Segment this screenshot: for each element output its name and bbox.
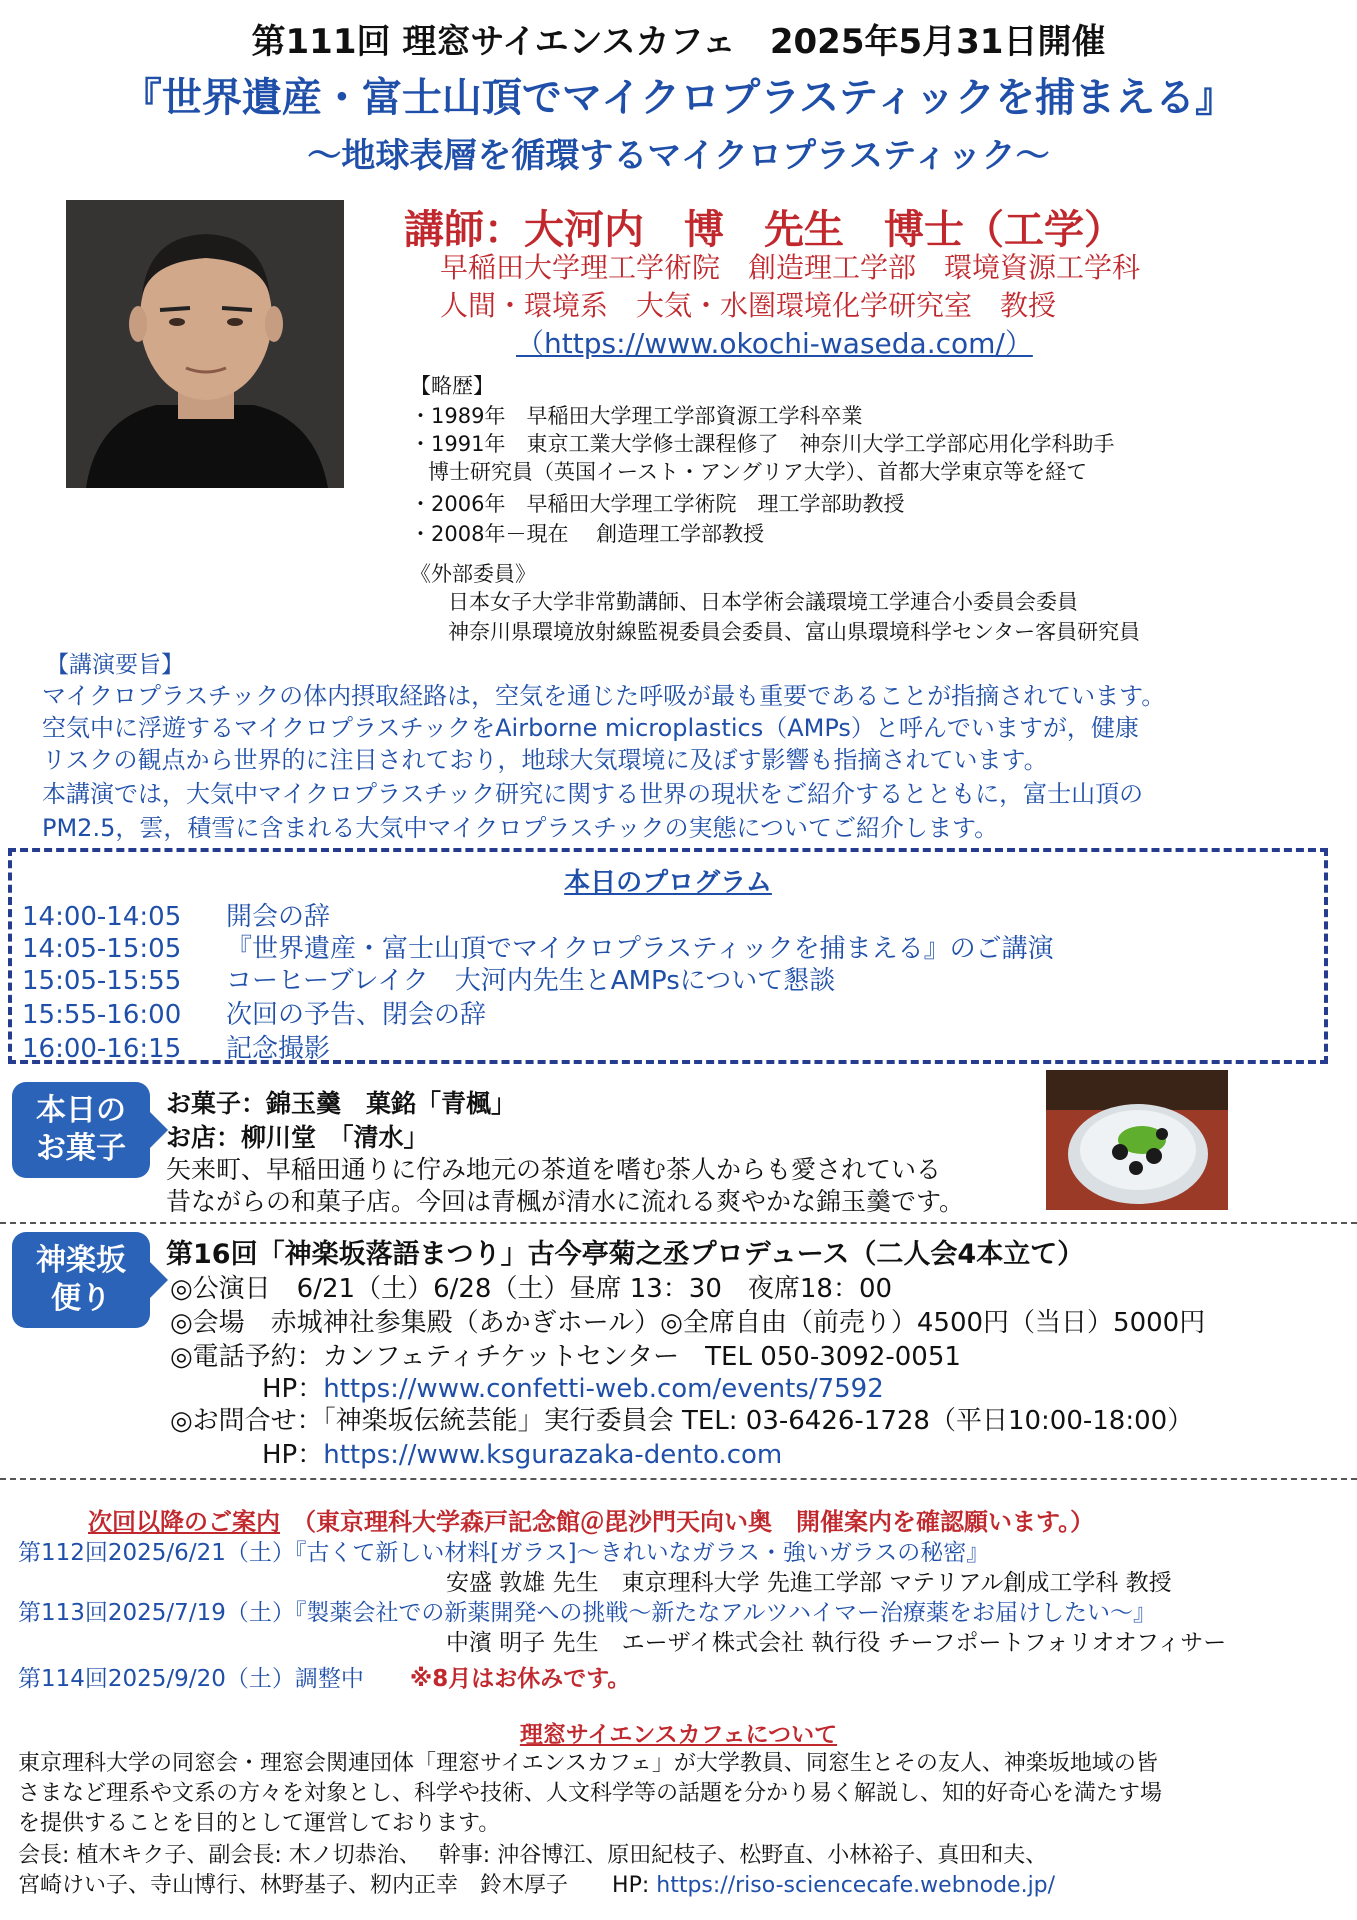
next-sessions-heading: 次回以降のご案内 （東京理科大学森戸記念館＠毘沙門天向い奥 開催案内を確認願います。） bbox=[88, 1508, 1095, 1536]
confetti-link[interactable]: https://www.confetti-web.com/events/7592 bbox=[323, 1374, 884, 1404]
about-text: さまなど理系や文系の方々を対象とし、科学や技術、人文科学等の話題を分かり易く解説し、知的好奇心を満たす場 bbox=[18, 1781, 1163, 1806]
program-row: 15:05-15:55 コーヒーブレイク 大河内先生とAMPsについて懇談 bbox=[22, 966, 836, 996]
sweets-shop: お店：柳川堂 「清水」 bbox=[166, 1123, 429, 1152]
bio-item: ・2006年 早稲田大学理工学術院 理工学部助教授 bbox=[410, 492, 905, 516]
session-114: 第114回2025/9/20（土）調整中 ※8月はお休みです。 bbox=[18, 1666, 631, 1692]
bio-item: ・2008年－現在 創造理工学部教授 bbox=[410, 522, 765, 546]
bio-item: 博士研究員（英国イースト・アングリア大学）、首都大学東京等を経て bbox=[428, 460, 1088, 484]
program-row: 14:05-15:05 『世界遺産・富士山頂でマイクロプラスティックを捕まえる』のご講演 bbox=[22, 934, 1054, 964]
divider bbox=[0, 1478, 1357, 1480]
about-members: 会長: 植木キク子、副会長: 木ノ切恭治、 幹事: 沖谷博江、原田紀枝子、松野直、小林裕子、真田和夫、 bbox=[18, 1843, 1048, 1868]
about-text: 東京理科大学の同窓会・理窓会関連団体「理窓サイエンスカフェ」が大学教員、同窓生とその友人、神楽坂地域の皆 bbox=[18, 1751, 1158, 1776]
lecturer-website-link[interactable]: （https://www.okochi-waseda.com/） bbox=[516, 327, 1033, 360]
program-row: 15:55-16:00 次回の予告、閉会の辞 bbox=[22, 1000, 487, 1030]
committee-item: 日本女子大学非常勤講師、日本学術会議環境工学連合小委員会委員 bbox=[448, 590, 1078, 614]
lecturer-name: 講師：大河内 博 先生 博士（工学） bbox=[404, 207, 1124, 253]
dento-link[interactable]: https://www.ksgurazaka-dento.com bbox=[323, 1440, 783, 1470]
about-text: を提供することを目的として運営しております。 bbox=[18, 1811, 501, 1836]
divider bbox=[0, 1222, 1357, 1224]
kagurazaka-hp-1: HP：https://www.confetti-web.com/events/7592 bbox=[262, 1374, 884, 1404]
summary-line: 空気中に浮遊するマイクロプラスチックをAirborne microplastics（AMPs）と呼んでいますが，健康 bbox=[42, 714, 1139, 742]
bio-item: ・1989年 早稲田大学理工学部資源工学科卒業 bbox=[410, 404, 863, 428]
kagurazaka-hp-2: HP：https://www.ksgurazaka-dento.com bbox=[262, 1440, 783, 1470]
sweets-photo bbox=[1046, 1070, 1228, 1210]
summary-line: マイクロプラスチックの体内摂取経路は，空気を通じた呼吸が最も重要であることが指摘されています。 bbox=[42, 682, 1166, 710]
kagurazaka-event-title: 第16回「神楽坂落語まつり」古今亭菊之丞プロデュース（二人会4本立て） bbox=[166, 1239, 1085, 1270]
committee-heading: 《外部委員》 bbox=[410, 562, 536, 586]
kagurazaka-venue: ◎会場 赤城神社参集殿（あかぎホール）◎全席自由（前売り）4500円（当日）5000円 bbox=[170, 1308, 1206, 1338]
lecturer-affiliation-1: 早稲田大学理工学術院 創造理工学部 環境資源工学科 bbox=[440, 251, 1141, 284]
session-113: 第113回2025/7/19（土）『製薬会社での新薬開発への挑戦～新たなアルツハイマー治療薬をお届けしたい～』 bbox=[18, 1600, 1156, 1626]
about-members: 宮崎けい子、寺山博行、林野基子、籾内正幸 鈴木厚子 HP: https://riso-sciencecafe.webnode.jp/ bbox=[18, 1873, 1056, 1898]
lecturer-affiliation-2: 人間・環境系 大気・水圏環境化学研究室 教授 bbox=[440, 289, 1057, 322]
riso-sciencecafe-link[interactable]: https://riso-sciencecafe.webnode.jp/ bbox=[656, 1873, 1056, 1898]
lecturer-photo bbox=[66, 200, 344, 488]
lecture-subtitle: ～地球表層を循環するマイクロプラスティック～ bbox=[307, 136, 1050, 176]
program-row: 14:00-14:05 開会の辞 bbox=[22, 902, 331, 932]
session-113-speaker: 中濱 明子 先生 エーザイ株式会社 執行役 チーフポートフォリオオフィサー bbox=[446, 1630, 1227, 1656]
bio-item: ・1991年 東京工業大学修士課程修了 神奈川大学工学部応用化学科助手 bbox=[410, 432, 1115, 456]
session-112: 第112回2025/6/21（土）『古くて新しい材料[ガラス]～きれいなガラス・強いガラスの秘密』 bbox=[18, 1540, 990, 1566]
summary-heading: 【講演要旨】 bbox=[46, 652, 184, 678]
sweets-description: 矢来町、早稲田通りに佇み地元の茶道を嗜む茶人からも愛されている bbox=[166, 1155, 942, 1184]
program-row: 16:00-16:15 記念撮影 bbox=[22, 1034, 331, 1064]
sweets-tag: 本日の お菓子 bbox=[12, 1082, 150, 1178]
bio-heading: 【略歴】 bbox=[410, 374, 494, 398]
kagurazaka-dates: ◎公演日 6/21（土）6/28（土）昼席 13：30 夜席18：00 bbox=[170, 1274, 893, 1304]
program-title: 本日のプログラム bbox=[564, 868, 772, 898]
summary-line: PM2.5，雲，積雪に含まれる大気中マイクロプラスチックの実態についてご紹介します。 bbox=[42, 814, 999, 842]
sweets-name: お菓子：錦玉羹 菓銘「青楓」 bbox=[166, 1089, 517, 1118]
event-heading: 第111回 理窓サイエンスカフェ 2025年5月31日開催 bbox=[251, 22, 1106, 62]
committee-item: 神奈川県環境放射線監視委員会委員、富山県環境科学センター客員研究員 bbox=[448, 620, 1141, 644]
session-112-speaker: 安盛 敦雄 先生 東京理科大学 先進工学部 マテリアル創成工学科 教授 bbox=[446, 1570, 1172, 1596]
summary-line: 本講演では，大気中マイクロプラスチック研究に関する世界の現状をご紹介するとともに，富士山頂の bbox=[42, 780, 1144, 808]
kagurazaka-inquiry: ◎お問合せ：「神楽坂伝統芸能」実行委員会 TEL: 03-6426-1728（平日10:00-18:00） bbox=[170, 1406, 1194, 1436]
kagurazaka-phone: ◎電話予約：カンフェティチケットセンター TEL 050-3092-0051 bbox=[170, 1342, 961, 1372]
about-title: 理窓サイエンスカフェについて bbox=[519, 1722, 838, 1748]
summary-line: リスクの観点から世界的に注目されており，地球大気環境に及ぼす影響も指摘されています。 bbox=[42, 746, 1048, 774]
sweets-description: 昔ながらの和菓子店。今回は青楓が清水に流れる爽やかな錦玉羹です。 bbox=[166, 1187, 965, 1216]
kagurazaka-tag: 神楽坂 便り bbox=[12, 1232, 150, 1328]
lecture-title: 『世界遺産・富士山頂でマイクロプラスティックを捕まえる』 bbox=[121, 75, 1236, 121]
